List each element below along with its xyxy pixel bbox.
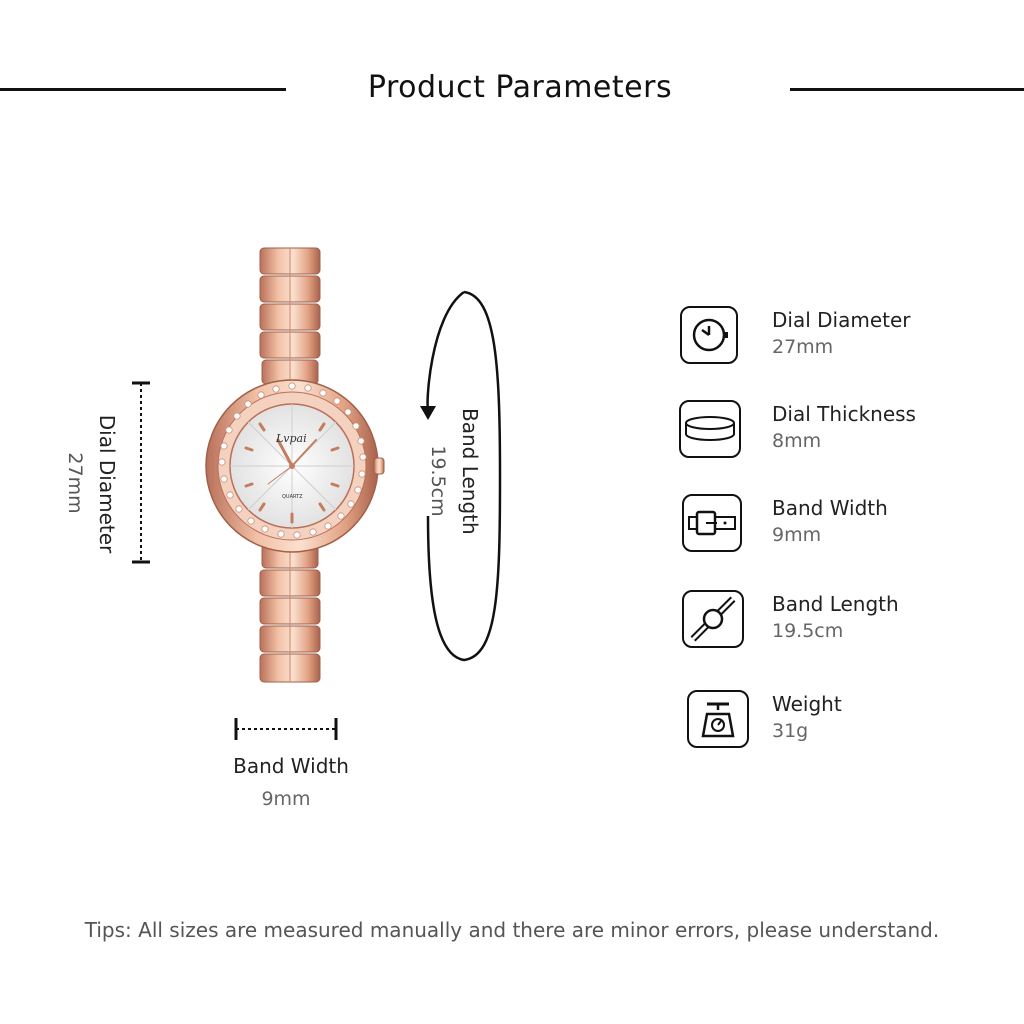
strap-icon	[682, 590, 744, 648]
band-length-value: 19.5cm	[427, 445, 449, 517]
lower-band	[260, 544, 320, 682]
spec-value: 9mm	[772, 524, 822, 546]
watch-case	[206, 380, 384, 552]
dial-diameter-marker	[128, 380, 154, 566]
spec-label: Dial Diameter	[772, 308, 911, 332]
page-title: Product Parameters	[367, 70, 673, 105]
band-width-label: Band Width	[233, 754, 349, 778]
watch-brand-logo: Lvpai	[276, 432, 307, 445]
spec-value: 31g	[772, 720, 809, 742]
buckle-icon	[682, 494, 742, 552]
watch-dial-text: QUARTZ	[282, 494, 303, 500]
spec-band-length	[680, 590, 1010, 652]
spec-label: Band Width	[772, 496, 888, 520]
spec-value: 19.5cm	[772, 620, 844, 642]
dial-diameter-label: Dial Diameter	[95, 414, 119, 554]
spec-weight	[680, 690, 1010, 752]
upper-band	[260, 248, 320, 384]
spec-label: Band Length	[772, 592, 899, 616]
spec-label: Dial Thickness	[772, 402, 916, 426]
band-width-value: 9mm	[261, 788, 311, 810]
spec-dial-diameter	[680, 306, 1010, 368]
spec-band-width	[680, 494, 1010, 556]
tips-note: Tips: All sizes are measured manually and there are minor errors, please understand.	[84, 918, 940, 942]
band-width-marker	[232, 716, 340, 742]
spec-value: 8mm	[772, 430, 822, 452]
dial-thickness-icon	[679, 400, 741, 458]
clock-icon	[680, 306, 738, 364]
dial-diameter-value: 27mm	[64, 452, 86, 514]
scale-icon	[687, 690, 749, 748]
spec-value: 27mm	[772, 336, 834, 358]
spec-label: Weight	[772, 692, 842, 716]
header-rule-right	[790, 88, 1024, 91]
spec-dial-thickness	[680, 400, 1010, 462]
band-length-label: Band Length	[458, 408, 482, 535]
watch-illustration	[196, 244, 392, 688]
